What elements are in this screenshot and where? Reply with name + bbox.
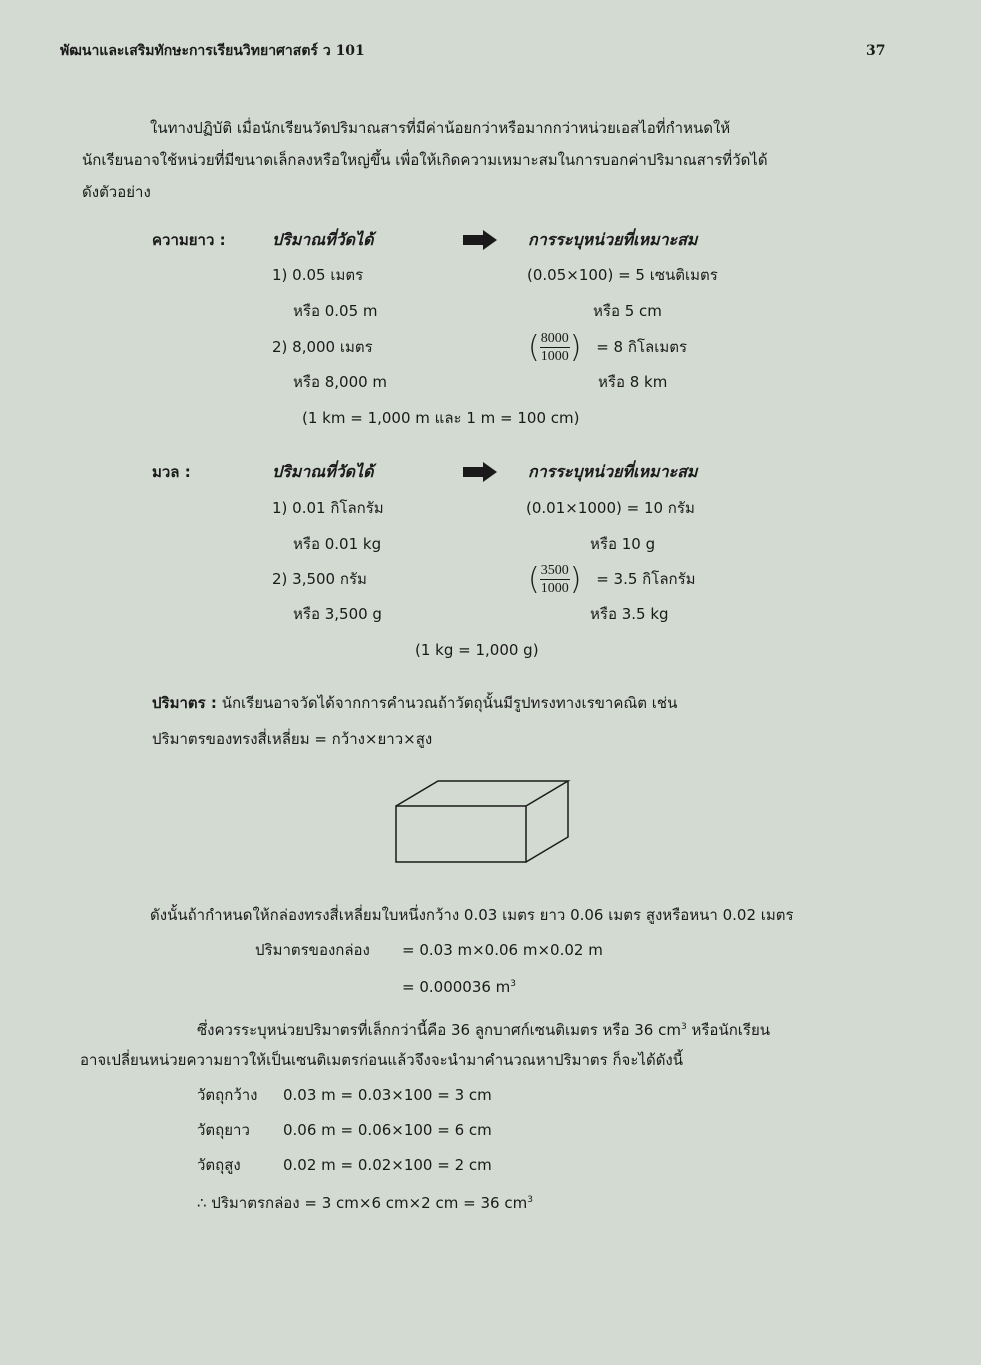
width-label: วัตถุกว้าง — [197, 1086, 258, 1104]
volume-text: นักเรียนอาจวัดได้จากการคำนวณถ้าวัตถุนั้นมีรูปทรงทางเรขาคณิต เช่น — [216, 694, 678, 712]
denominator: 1000 — [540, 581, 569, 596]
intro-line: นักเรียนอาจใช้หน่วยที่มีขนาดเล็กลงหรือใหญ่ขึ้น เพื่อให้เกิดความเหมาะสมในการบอกค่าปริมาณสารที่วัดได้ — [82, 151, 768, 169]
denominator: 1000 — [540, 349, 569, 364]
p2-text: ซึ่งควรระบุหน่วยปริมาตรที่เล็กกว่านี้คือ 36 ลูกบาศก์เซนติเมตร หรือ 36 cm — [197, 1021, 681, 1039]
volume-line — [152, 692, 677, 714]
length-row: 1) 0.05 เมตร — [272, 266, 364, 284]
exponent: 3 — [510, 979, 517, 989]
fraction: ( $\frac{3500}{1000}$ ) — [528, 561, 582, 597]
length-row: หรือ 8,000 m — [293, 373, 388, 391]
right-arrow-icon — [463, 230, 497, 250]
numerator: 8000 — [540, 331, 569, 346]
mass-col-unit: การระบุหน่วยที่เหมาะสม — [528, 462, 698, 481]
mass-row: (0.01×1000) = 10 กรัม — [526, 499, 695, 517]
mass-note: (1 kg = 1,000 g) — [415, 641, 539, 659]
mass-row: หรือ 3.5 kg — [590, 605, 669, 623]
calc-step — [402, 973, 516, 998]
width-value: 0.03 m = 0.03×100 = 3 cm — [283, 1086, 492, 1104]
example-line: ดังนั้นถ้ากำหนดให้กล่องทรงสี่เหลี่ยมใบหนึ่งกว้าง 0.03 เมตร ยาว 0.06 เมตร สูงหรือหนา 0.02 เมตร — [150, 906, 794, 924]
calc-step: = 0.03 m×0.06 m×0.02 m — [402, 941, 603, 959]
mass-col-measured: ปริมาณที่วัดได้ — [272, 462, 374, 481]
length-label2: วัตถุยาว — [197, 1121, 250, 1139]
length-col-unit: การระบุหน่วยที่เหมาะสม — [528, 230, 698, 249]
volume-result — [197, 1189, 533, 1214]
length-row: หรือ 0.05 m — [293, 302, 378, 320]
length-value: 0.06 m = 0.06×100 = 6 cm — [283, 1121, 492, 1139]
example-line: อาจเปลี่ยนหน่วยความยาวให้เป็นเซนติเมตรก่อนแล้วจึงจะนำมาคำนวณหาปริมาตร ก็จะได้ดังนี้ — [80, 1051, 684, 1069]
height-value: 0.02 m = 0.02×100 = 2 cm — [283, 1156, 492, 1174]
running-header: พัฒนาและเสริมทักษะการเรียนวิทยาศาสตร์ ว 101 — [60, 43, 365, 59]
exponent: 3 — [680, 1022, 687, 1032]
fraction: ( $\frac{8000}{1000}$ ) — [528, 329, 582, 365]
example-line — [197, 1016, 770, 1041]
height-label: วัตถุสูง — [197, 1156, 241, 1174]
exponent: 3 — [527, 1195, 533, 1205]
length-fraction-row — [528, 326, 687, 368]
fraction-result: = 3.5 กิโลกรัม — [596, 570, 696, 588]
mass-row: 2) 3,500 กรัม — [272, 570, 367, 588]
result-text: ∴ ปริมาตรกล่อง = 3 cm×6 cm×2 cm = 36 cm — [197, 1194, 528, 1212]
intro-line: ดังตัวอย่าง — [82, 183, 151, 201]
volume-label: ปริมาตร : — [152, 694, 217, 712]
p2-tail: หรือนักเรียน — [686, 1021, 771, 1039]
length-row: หรือ 8 km — [598, 373, 668, 391]
length-col-measured: ปริมาณที่วัดได้ — [272, 230, 374, 249]
mass-row: หรือ 3,500 g — [293, 605, 382, 623]
numerator: 3500 — [540, 563, 569, 578]
mass-row: 1) 0.01 กิโลกรัม — [272, 499, 384, 517]
intro-line: ในทางปฏิบัติ เมื่อนักเรียนวัดปริมาณสารที่มีค่าน้อยกว่าหรือมากกว่าหน่วยเอสไอที่กำหนดให้ — [150, 119, 731, 137]
mass-row: หรือ 10 g — [590, 535, 656, 553]
mass-label: มวล : — [152, 463, 191, 481]
volume-formula: ปริมาตรของทรงสี่เหลี่ยม = กว้าง×ยาว×สูง — [152, 730, 433, 748]
mass-row: หรือ 0.01 kg — [293, 535, 382, 553]
rectangular-box-diagram — [390, 775, 575, 867]
length-row: (0.05×100) = 5 เซนติเมตร — [527, 266, 718, 284]
length-label: ความยาว : — [152, 231, 226, 249]
length-row: หรือ 5 cm — [593, 302, 662, 320]
length-note: (1 km = 1,000 m และ 1 m = 100 cm) — [302, 409, 580, 427]
fraction-result: = 8 กิโลเมตร — [596, 338, 688, 356]
mass-fraction-row — [528, 558, 696, 600]
page-number: 37 — [866, 43, 886, 59]
length-row: 2) 8,000 เมตร — [272, 338, 373, 356]
calc-label: ปริมาตรของกล่อง — [255, 941, 370, 959]
right-arrow-icon — [463, 462, 497, 482]
calc-value: = 0.000036 m — [402, 978, 511, 996]
